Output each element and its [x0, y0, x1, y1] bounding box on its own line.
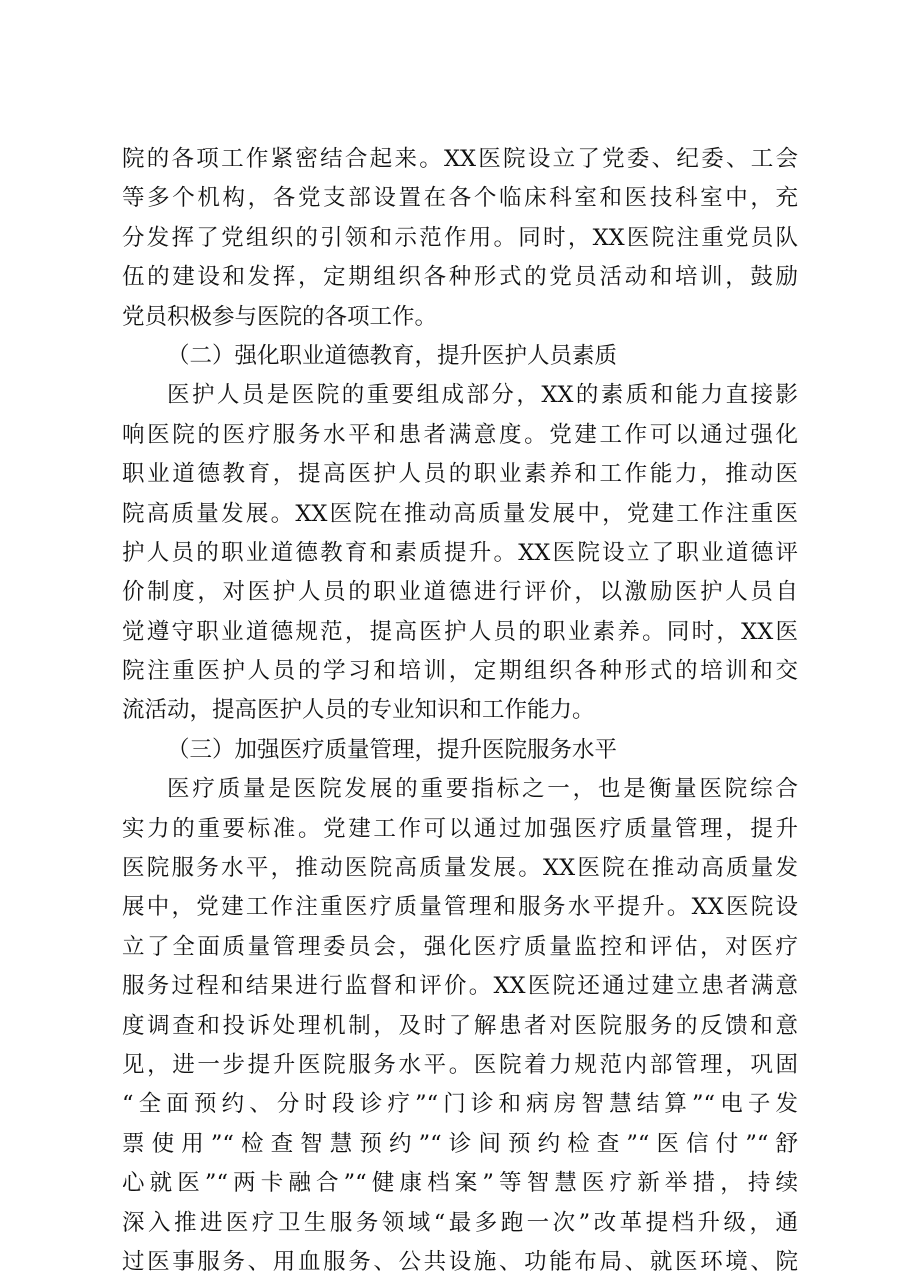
section-heading: （三）加强医疗质量管理，提升医院服务水平: [167, 736, 618, 763]
section-heading: （二）强化职业道德教育，提升医护人员素质: [167, 342, 618, 369]
paragraph-line: 服务过程和结果进行监督和评价。XX医院还通过建立患者满意: [122, 973, 798, 1000]
paragraph-line: 度调查和投诉处理机制，及时了解患者对医院服务的反馈和意: [122, 1012, 798, 1039]
paragraph-line: 心就医”“两卡融合”“健康档案”等智慧医疗新举措，持续: [122, 1170, 798, 1197]
paragraph-line: 实力的重要标准。党建工作可以通过加强医疗质量管理，提升: [122, 815, 798, 842]
paragraph-line: 票使用”“检查智慧预约”“诊间预约检查”“医信付”“舒: [122, 1130, 798, 1157]
paragraph-line: “全面预约、分时段诊疗”“门诊和病房智慧结算”“电子发: [122, 1091, 798, 1118]
paragraph-line: 觉遵守职业道德规范，提高医护人员的职业素养。同时，XX医: [122, 618, 798, 645]
paragraph-line: 响医院的医疗服务水平和患者满意度。党建工作可以通过强化: [122, 421, 798, 448]
paragraph-line: 分发挥了党组织的引领和示范作用。同时，XX医院注重党员队: [122, 224, 798, 251]
paragraph-line: 等多个机构，各党支部设置在各个临床科室和医技科室中，充: [122, 185, 798, 212]
paragraph-line: 医疗质量是医院发展的重要指标之一，也是衡量医院综合: [167, 776, 798, 803]
paragraph-line: 医院服务水平，推动医院高质量发展。XX医院在推动高质量发: [122, 855, 798, 882]
paragraph-line: 见，进一步提升医院服务水平。医院着力规范内部管理，巩固: [122, 1051, 798, 1078]
paragraph-line: 医护人员是医院的重要组成部分，XX的素质和能力直接影: [167, 382, 798, 409]
paragraph-line: 深入推进医疗卫生服务领域“最多跑一次”改革提档升级，通: [122, 1209, 798, 1236]
paragraph-line: 职业道德教育，提高医护人员的职业素养和工作能力，推动医: [122, 461, 798, 488]
paragraph-line: 展中，党建工作注重医疗质量管理和服务水平提升。XX医院设: [122, 894, 798, 921]
paragraph-line: 流活动，提高医护人员的专业知识和工作能力。: [122, 697, 595, 724]
paragraph-line: 价制度，对医护人员的职业道德进行评价，以激励医护人员自: [122, 579, 798, 606]
paragraph-line: 院的各项工作紧密结合起来。XX医院设立了党委、纪委、工会: [122, 146, 798, 172]
paragraph-line: 过医事服务、用血服务、公共设施、功能布局、就医环境、院: [122, 1248, 798, 1275]
paragraph-line: 院注重医护人员的学习和培训，定期组织各种形式的培训和交: [122, 658, 798, 685]
document-body: [122, 140, 798, 1282]
paragraph-line: 护人员的职业道德教育和素质提升。XX医院设立了职业道德评: [122, 539, 798, 566]
paragraph-line: 院高质量发展。XX医院在推动高质量发展中，党建工作注重医: [122, 500, 798, 527]
paragraph-line: 立了全面质量管理委员会，强化医疗质量监控和评估，对医疗: [122, 933, 798, 960]
paragraph-line: 党员积极参与医院的各项工作。: [122, 303, 438, 330]
paragraph-line: 伍的建设和发挥，定期组织各种形式的党员活动和培训，鼓励: [122, 264, 798, 291]
